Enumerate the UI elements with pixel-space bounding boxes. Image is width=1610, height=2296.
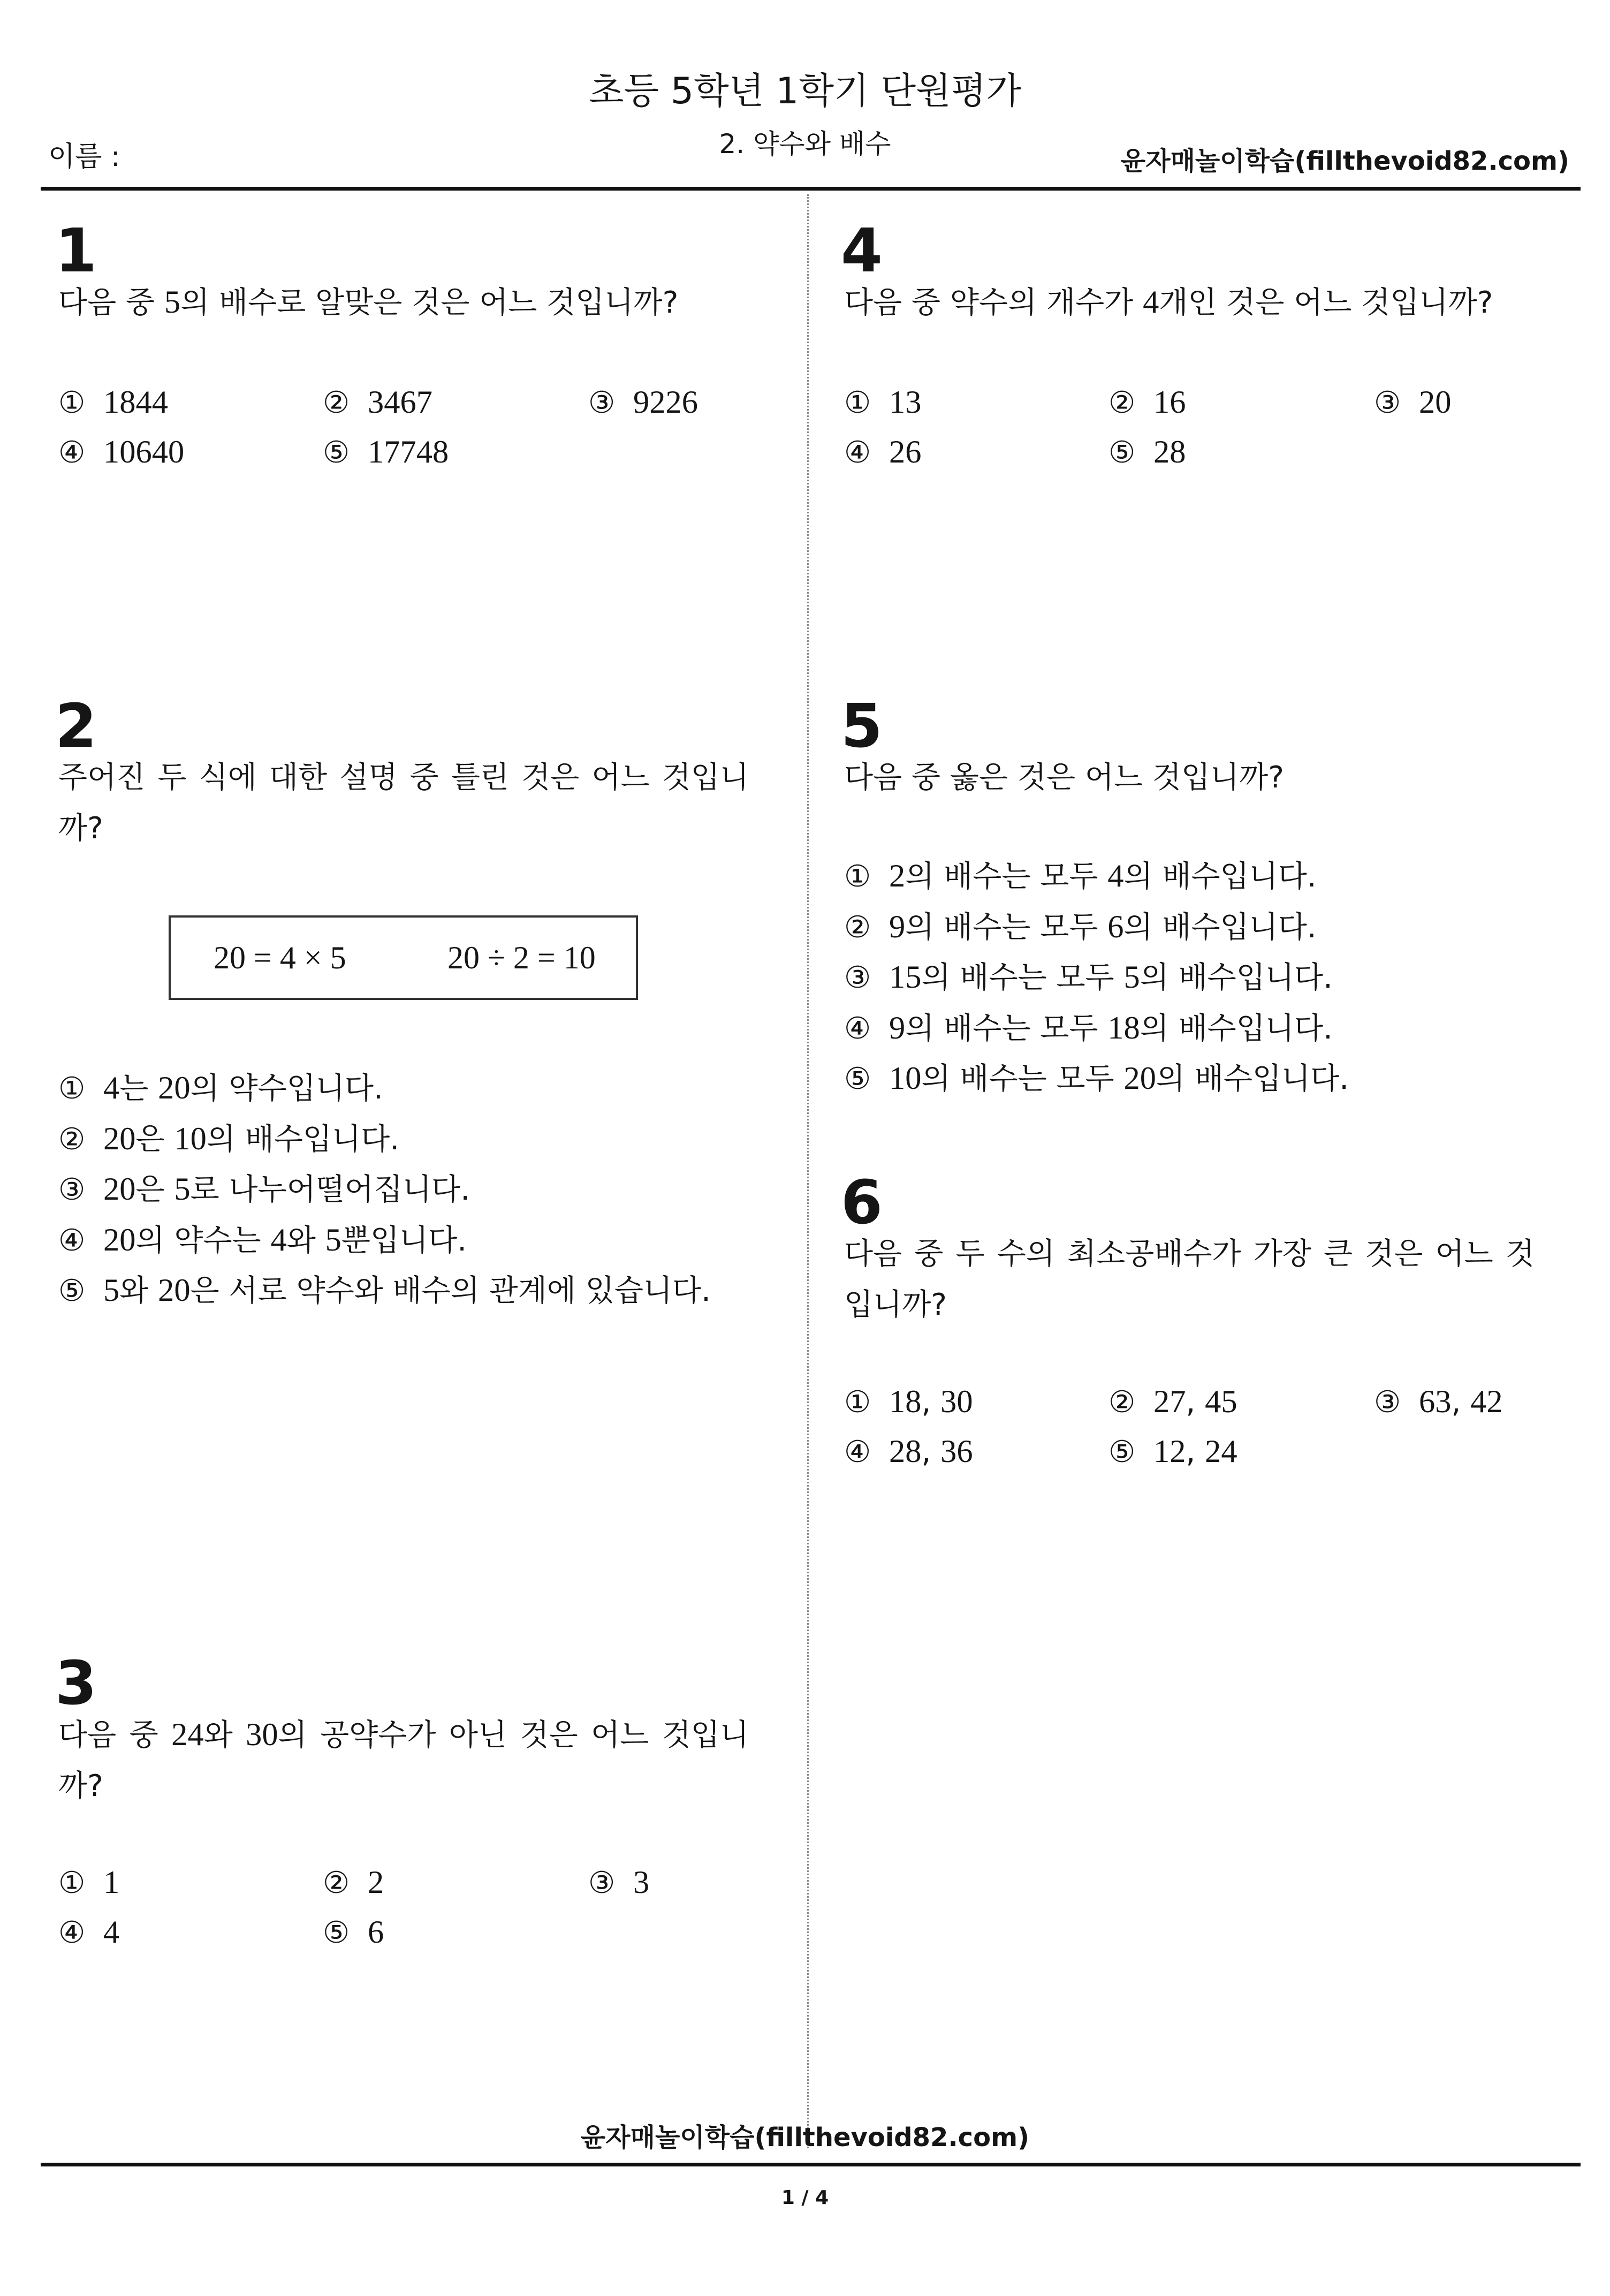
choice-marker: ③	[58, 1172, 86, 1207]
choice-4	[58, 1907, 323, 1957]
header-rule	[41, 187, 1581, 191]
choice-2	[844, 902, 1535, 953]
choice-value	[889, 435, 921, 470]
choice-value: 28, 36	[889, 1434, 973, 1469]
choice-5	[1108, 427, 1374, 477]
prompt-line: 주어진 두 식에 대한 설명 중 틀린 것은 어느 것입니	[58, 760, 749, 795]
math-number: 4	[1143, 284, 1159, 320]
worksheet-title: 초등 5학년 1학기 단원평가	[588, 70, 1022, 112]
unit-subtitle: 2. 약수와 배수	[719, 128, 891, 160]
choice-1	[58, 377, 323, 427]
math-number: 18	[889, 1384, 922, 1420]
prompt-line: 다음 중 옳은 것은 어느 것입니까?	[844, 760, 1284, 795]
math-number: 4	[270, 1222, 287, 1258]
choice-marker: ⑤	[323, 1915, 350, 1950]
choice-marker: ④	[58, 1915, 86, 1950]
answer-choices	[844, 377, 1535, 477]
math-number: 26	[889, 434, 922, 470]
choice-5	[323, 1907, 588, 1957]
choice-4	[844, 1003, 1535, 1054]
math-number: 2	[368, 1865, 384, 1900]
choice-marker: ④	[844, 435, 871, 470]
choice-value: 10의 배수는 모두 20의 배수입니다.	[889, 1060, 1349, 1096]
math-number: 12	[1153, 1434, 1186, 1469]
math-number: 36	[940, 1434, 973, 1469]
choice-3	[58, 1164, 749, 1215]
answer-choices	[844, 851, 1535, 1104]
choice-2	[1108, 377, 1374, 427]
choice-marker: ③	[1374, 1385, 1401, 1420]
math-number: 20	[1419, 384, 1452, 420]
math-number: 30	[246, 1717, 278, 1753]
choice-value: 20은 5로 나누어떨어집니다.	[103, 1171, 470, 1207]
footer-rule	[41, 2163, 1581, 2166]
math-number: 1844	[103, 384, 168, 420]
choice-value: 2의 배수는 모두 4의 배수입니다.	[889, 858, 1317, 894]
math-number: 17748	[368, 434, 449, 470]
question-number: 6	[841, 1168, 883, 1238]
choice-value	[103, 435, 184, 470]
choice-value: 12, 24	[1153, 1434, 1237, 1469]
choice-marker: ②	[58, 1122, 86, 1157]
choice-2	[58, 1114, 749, 1165]
header-brand: 윤자매놀이학습(fillthevoid82.com)	[1120, 146, 1569, 176]
choice-marker: ②	[1108, 385, 1136, 420]
equation: 20 = 4 × 5	[214, 940, 346, 975]
math-number: 5	[174, 1171, 191, 1207]
column-divider	[807, 194, 809, 2148]
question-prompt	[58, 752, 749, 854]
choice-4	[58, 1215, 749, 1266]
answer-choices	[58, 1063, 749, 1316]
math-number: 10640	[103, 434, 185, 470]
math-number: 63	[1419, 1384, 1452, 1420]
choice-value: 20의 약수는 4와 5뿐입니다.	[103, 1222, 467, 1258]
math-number: 20	[103, 1171, 136, 1207]
math-number: 16	[1153, 384, 1186, 420]
math-number: 20	[158, 1272, 191, 1308]
math-number: 10	[174, 1120, 207, 1157]
math-number: 6	[1107, 908, 1124, 945]
choice-4	[58, 427, 323, 477]
choice-marker: ④	[844, 1435, 871, 1469]
choice-value	[368, 1915, 384, 1950]
choice-5	[58, 1266, 749, 1316]
choice-value	[103, 385, 168, 420]
choice-1	[844, 377, 1108, 427]
math-number: 5	[164, 284, 181, 320]
equation: 20 ÷ 2 = 10	[447, 940, 596, 975]
math-number: 24	[1205, 1434, 1237, 1469]
choice-3	[1374, 377, 1535, 427]
choice-value: 15의 배수는 모두 5의 배수입니다.	[889, 959, 1333, 995]
prompt-line: 입니까?	[844, 1287, 947, 1322]
question-prompt	[58, 1709, 749, 1812]
choice-value: 9의 배수는 모두 6의 배수입니다.	[889, 908, 1317, 945]
choice-value	[368, 385, 432, 420]
choice-marker: ③	[1374, 385, 1401, 420]
question-prompt	[844, 1229, 1535, 1330]
footer-brand: 윤자매놀이학습(fillthevoid82.com)	[580, 2123, 1030, 2153]
choice-value	[633, 385, 698, 420]
choice-marker: ③	[588, 1866, 616, 1900]
math-number: 2	[889, 858, 906, 894]
math-number: 4	[103, 1070, 120, 1106]
question-2	[55, 692, 749, 1339]
math-number: 6	[368, 1914, 384, 1950]
choice-marker: ①	[58, 1866, 86, 1900]
question-prompt	[844, 277, 1535, 328]
choice-1	[844, 1377, 1108, 1427]
choice-value: 20은 10의 배수입니다.	[103, 1120, 400, 1157]
choice-5	[844, 1054, 1535, 1104]
math-number: 42	[1470, 1384, 1503, 1420]
question-number: 4	[841, 216, 883, 286]
choice-marker: ②	[323, 385, 350, 420]
choice-value	[889, 385, 921, 420]
choice-marker: ①	[844, 1385, 871, 1420]
choice-3	[1374, 1377, 1535, 1427]
math-number: 10	[889, 1060, 922, 1096]
choice-3	[588, 1858, 749, 1907]
page-number: 1 / 4	[781, 2187, 829, 2209]
choice-value	[103, 1866, 119, 1900]
student-name-label: 이름 :	[48, 141, 120, 173]
choice-value	[1153, 385, 1186, 420]
math-number: 15	[889, 959, 922, 995]
choice-value: 63, 42	[1419, 1384, 1503, 1420]
choice-marker: ⑤	[323, 435, 350, 470]
choice-value: 27, 45	[1153, 1384, 1237, 1420]
math-number: 3467	[368, 384, 432, 420]
question-prompt	[844, 752, 1535, 803]
choice-marker: ①	[58, 1071, 86, 1106]
math-number: 5	[325, 1222, 341, 1258]
choice-4	[844, 427, 1108, 477]
math-number: 9	[889, 1010, 906, 1046]
choice-marker: ③	[844, 960, 871, 995]
prompt-line: 까?	[58, 1769, 103, 1804]
choice-marker: ②	[323, 1866, 350, 1900]
choice-2	[323, 1858, 588, 1907]
choice-value: 5와 20은 서로 약수와 배수의 관계에 있습니다.	[103, 1272, 711, 1308]
prompt-line: 다음 중 약수의 개수가 4개인 것은 어느 것입니까?	[844, 284, 1493, 320]
math-number: 20	[158, 1070, 191, 1106]
math-number: 1	[103, 1865, 120, 1900]
choice-value: 18, 30	[889, 1384, 973, 1420]
math-number: 18	[1107, 1010, 1140, 1046]
math-number: 24	[171, 1717, 204, 1753]
choice-marker: ⑤	[1108, 1435, 1136, 1469]
choice-value	[1153, 435, 1186, 470]
choice-3	[588, 377, 749, 427]
math-number: 20	[103, 1222, 136, 1258]
choice-marker: ④	[58, 435, 86, 470]
math-number: 9226	[633, 384, 698, 420]
math-number: 9	[889, 908, 906, 945]
answer-choices	[844, 1377, 1535, 1476]
math-number: 28	[1153, 434, 1186, 470]
question-number: 5	[841, 692, 883, 761]
choice-value	[1419, 385, 1451, 420]
math-number: 27	[1153, 1384, 1186, 1420]
choice-value	[368, 1866, 384, 1900]
math-number: 5	[103, 1272, 120, 1308]
choice-2	[1108, 1377, 1374, 1427]
choice-marker: ②	[844, 910, 871, 945]
prompt-line: 다음 중 24와 30의 공약수가 아닌 것은 어느 것입니	[58, 1717, 749, 1753]
choice-value	[368, 435, 449, 470]
choice-marker: ①	[844, 385, 871, 420]
math-number: 45	[1205, 1384, 1237, 1420]
prompt-line: 까?	[58, 811, 103, 846]
choice-value: 9의 배수는 모두 18의 배수입니다.	[889, 1010, 1333, 1046]
choice-marker: ④	[58, 1223, 86, 1258]
prompt-line: 다음 중 5의 배수로 알맞은 것은 어느 것입니까?	[58, 284, 679, 320]
question-number: 2	[55, 692, 97, 761]
choice-1	[58, 1063, 749, 1114]
answer-choices	[58, 377, 749, 477]
choice-value	[633, 1866, 649, 1900]
choice-marker: ①	[58, 385, 86, 420]
math-number: 5	[1123, 959, 1140, 995]
choice-marker: ④	[844, 1011, 871, 1046]
choice-5	[1108, 1427, 1374, 1476]
choice-1	[58, 1858, 323, 1907]
choice-marker: ⑤	[58, 1274, 86, 1308]
choice-value	[103, 1915, 119, 1950]
math-number: 4	[103, 1914, 120, 1950]
choice-2	[323, 377, 588, 427]
answer-choices	[58, 1858, 749, 1957]
choice-1	[844, 851, 1535, 902]
choice-5	[323, 427, 588, 477]
math-number: 30	[940, 1384, 973, 1420]
choice-marker: ⑤	[1108, 435, 1136, 470]
math-number: 20	[1123, 1060, 1156, 1096]
math-number: 28	[889, 1434, 922, 1469]
question-6	[841, 1168, 1535, 1815]
question-number: 1	[55, 216, 97, 286]
choice-value: 4는 20의 약수입니다.	[103, 1070, 383, 1106]
prompt-line: 다음 중 두 수의 최소공배수가 가장 큰 것은 어느 것	[844, 1237, 1535, 1271]
choice-3	[844, 952, 1535, 1003]
math-number: 20	[103, 1120, 136, 1157]
math-number: 13	[889, 384, 922, 420]
math-number: 3	[633, 1865, 650, 1900]
choice-4	[844, 1427, 1108, 1476]
choice-marker: ③	[588, 385, 616, 420]
question-number: 3	[55, 1649, 97, 1718]
math-number: 4	[1107, 858, 1124, 894]
equation-box	[169, 915, 638, 1000]
question-prompt	[58, 277, 749, 328]
choice-marker: ①	[844, 859, 871, 894]
choice-marker: ②	[1108, 1385, 1136, 1420]
choice-marker: ⑤	[844, 1062, 871, 1096]
